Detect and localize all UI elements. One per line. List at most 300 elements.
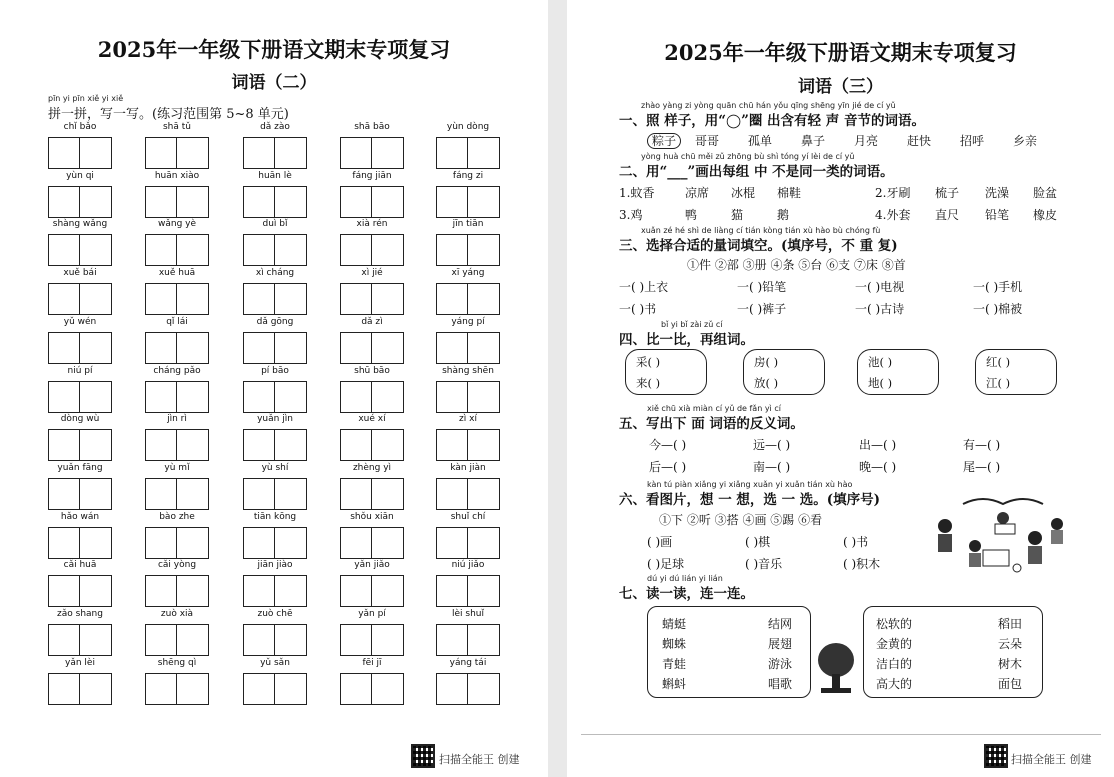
- pinyin-cell: [436, 512, 500, 559]
- right-subtitle: 词语（三）: [798, 77, 883, 97]
- s3-blank: 一( )棉被: [973, 302, 1023, 316]
- pinyin-label: yuǎn fāng: [57, 463, 103, 473]
- writing-box[interactable]: [80, 575, 112, 607]
- pinyin-cell: [436, 463, 500, 510]
- s5-blank: 南—( ): [753, 460, 791, 474]
- pinyin-label: zuò chē: [257, 609, 293, 619]
- writing-box[interactable]: [243, 527, 275, 559]
- writing-box[interactable]: [340, 381, 372, 413]
- left-instruction-pinyin: pīn yi pīn xiě yi xiě: [48, 94, 124, 103]
- pinyin-cell: [243, 512, 307, 559]
- pinyin-label: yùn dòng: [446, 122, 490, 132]
- s6-blank: ( )积木: [843, 557, 881, 571]
- writing-box[interactable]: [468, 575, 500, 607]
- writing-box[interactable]: [177, 478, 209, 510]
- s6-blank: ( )音乐: [745, 557, 783, 571]
- pinyin-cell: [340, 171, 404, 218]
- writing-box[interactable]: [275, 478, 307, 510]
- pinyin-label: jiān jiào: [257, 560, 293, 570]
- s3-options: ①件 ②部 ③册 ④条 ⑤台 ⑥支 ⑦床 ⑧首: [687, 258, 906, 272]
- pinyin-cell: [145, 268, 209, 315]
- s3-blank: 一( )古诗: [855, 302, 905, 316]
- writing-box[interactable]: [177, 332, 209, 364]
- s3-blank: 一( )书: [619, 302, 657, 316]
- section-4-heading: 四、比一比，再组词。: [619, 332, 754, 348]
- s7-item: 结网: [768, 617, 793, 631]
- pinyin-cell: [145, 317, 209, 364]
- pinyin-cell: [145, 171, 209, 218]
- qr-code-icon: [984, 744, 1008, 768]
- pinyin-cell: [145, 560, 209, 607]
- writing-box[interactable]: [340, 575, 372, 607]
- pinyin-cell: [340, 463, 404, 510]
- writing-box[interactable]: [340, 673, 372, 705]
- writing-box[interactable]: [275, 283, 307, 315]
- s6-blank: ( )画: [647, 535, 673, 549]
- pinyin-label: jìn rì: [167, 414, 187, 424]
- writing-box[interactable]: [372, 575, 404, 607]
- writing-box[interactable]: [243, 381, 275, 413]
- writing-box[interactable]: [145, 673, 177, 705]
- pinyin-label: shū bāo: [354, 366, 390, 376]
- writing-box[interactable]: [243, 234, 275, 266]
- s7-item: 面包: [998, 677, 1023, 691]
- writing-box[interactable]: [48, 673, 80, 705]
- pinyin-cell: [340, 560, 404, 607]
- pinyin-cell: [436, 219, 500, 266]
- s4-pair-box: [743, 349, 825, 395]
- pinyin-label: huān lè: [258, 171, 292, 181]
- pinyin-cell: [436, 560, 500, 607]
- writing-box[interactable]: [48, 478, 80, 510]
- pinyin-label: huān xiào: [154, 171, 200, 181]
- writing-box[interactable]: [275, 186, 307, 218]
- s5-blank: 晚—( ): [859, 460, 897, 474]
- writing-box[interactable]: [80, 478, 112, 510]
- writing-box[interactable]: [436, 234, 468, 266]
- writing-box[interactable]: [372, 624, 404, 656]
- pinyin-label: dǎ zì: [361, 317, 383, 327]
- writing-box[interactable]: [177, 381, 209, 413]
- s5-pinyin: xiě chū xià miàn cí yǔ de fǎn yì cí: [647, 404, 781, 413]
- writing-box[interactable]: [436, 575, 468, 607]
- pinyin-label: shàng shēn: [442, 366, 494, 376]
- pinyin-label: bào zhe: [159, 512, 195, 522]
- pinyin-label: xī yáng: [451, 268, 485, 278]
- pinyin-cell: [340, 317, 404, 364]
- writing-box[interactable]: [48, 234, 80, 266]
- pinyin-label: cǎi yòng: [157, 560, 197, 570]
- writing-box[interactable]: [436, 332, 468, 364]
- pinyin-cell: [436, 317, 500, 364]
- writing-box[interactable]: [145, 478, 177, 510]
- pinyin-cell: [48, 414, 112, 461]
- s4-pair-box: [975, 349, 1057, 395]
- s2-item: 鹅: [777, 208, 790, 222]
- s2-item: 2.牙刷: [875, 186, 911, 200]
- s3-blank: 一( )手机: [973, 280, 1023, 294]
- pinyin-label: fēi jī: [362, 658, 382, 668]
- s7-item: 展翅: [768, 637, 793, 651]
- pinyin-label: niú pí: [67, 366, 93, 376]
- s7-left-match-box: [647, 606, 811, 698]
- writing-box[interactable]: [177, 673, 209, 705]
- writing-box[interactable]: [275, 381, 307, 413]
- writing-box[interactable]: [80, 137, 112, 169]
- pinyin-cell: [145, 463, 209, 510]
- writing-box[interactable]: [48, 381, 80, 413]
- s2-pinyin: yòng huà chū měi zǔ zhōng bù shì tóng yí lèi de cí yǔ: [641, 152, 855, 161]
- writing-box[interactable]: [275, 234, 307, 266]
- s7-item: 蜻蜓: [662, 617, 687, 631]
- writing-box[interactable]: [48, 332, 80, 364]
- pinyin-cell: [48, 317, 112, 364]
- pinyin-label: wǎng yè: [157, 219, 197, 229]
- writing-box[interactable]: [145, 527, 177, 559]
- writing-box[interactable]: [468, 234, 500, 266]
- writing-box[interactable]: [177, 527, 209, 559]
- left-subtitle: 词语（二）: [231, 73, 317, 93]
- writing-box[interactable]: [275, 575, 307, 607]
- writing-box[interactable]: [243, 429, 275, 461]
- writing-box[interactable]: [48, 186, 80, 218]
- writing-box[interactable]: [436, 283, 468, 315]
- left-page: [0, 0, 548, 777]
- pinyin-label: pí bāo: [261, 366, 289, 376]
- writing-box[interactable]: [48, 575, 80, 607]
- pinyin-label: duì bǐ: [262, 219, 288, 229]
- pinyin-label: xué xí: [358, 414, 386, 424]
- writing-box[interactable]: [372, 478, 404, 510]
- pinyin-label: dǎ zào: [260, 122, 290, 132]
- pinyin-cell: [48, 268, 112, 315]
- s1-word: 赶快: [907, 134, 932, 148]
- right-title: 2025年一年级下册语文期末专项复习: [664, 40, 1017, 65]
- s4-item: 池( ): [868, 355, 893, 369]
- s6-blank: ( )足球: [647, 557, 685, 571]
- pinyin-cell: [340, 609, 404, 656]
- pinyin-cell: [243, 463, 307, 510]
- pinyin-cell: [243, 219, 307, 266]
- s5-blank: 有—( ): [963, 438, 1001, 452]
- left-footer: 扫描全能王 创建: [439, 753, 520, 766]
- pinyin-label: zhèng yì: [352, 463, 392, 473]
- pinyin-label: shēng qì: [157, 658, 197, 668]
- s3-pinyin: xuǎn zé hé shì de liàng cí tián kòng tián xù hào bù chóng fù: [641, 226, 881, 235]
- writing-box[interactable]: [145, 186, 177, 218]
- pinyin-cell: [436, 609, 500, 656]
- s7-right-match-box: [863, 606, 1043, 698]
- writing-box[interactable]: [468, 527, 500, 559]
- writing-box[interactable]: [468, 673, 500, 705]
- writing-box[interactable]: [80, 332, 112, 364]
- s6-options: ①下 ②听 ③搭 ④画 ⑤踢 ⑥看: [659, 513, 823, 527]
- pinyin-label: xuě bái: [63, 268, 97, 278]
- pinyin-cell: [340, 658, 404, 705]
- s2-item: 棉鞋: [777, 186, 802, 200]
- writing-box[interactable]: [275, 332, 307, 364]
- s7-item: 游泳: [768, 657, 793, 671]
- s2-item: 洗澡: [985, 186, 1010, 200]
- writing-box[interactable]: [372, 186, 404, 218]
- pinyin-label: zì xí: [459, 414, 477, 424]
- pinyin-label: yù shí: [261, 463, 289, 473]
- writing-box[interactable]: [177, 137, 209, 169]
- pinyin-cell: [436, 122, 500, 169]
- s4-item: 放( ): [754, 376, 779, 390]
- s2-item: 3.鸡: [619, 208, 643, 222]
- writing-box[interactable]: [80, 527, 112, 559]
- writing-box[interactable]: [80, 283, 112, 315]
- writing-box[interactable]: [48, 429, 80, 461]
- s7-item: 唱歌: [768, 677, 793, 691]
- s7-item: 蝌蚪: [662, 677, 687, 691]
- writing-box[interactable]: [372, 234, 404, 266]
- writing-box[interactable]: [48, 624, 80, 656]
- s7-item: 树木: [998, 657, 1023, 671]
- writing-box[interactable]: [48, 137, 80, 169]
- writing-box[interactable]: [177, 429, 209, 461]
- pinyin-label: yáng pí: [451, 317, 485, 327]
- writing-box[interactable]: [275, 624, 307, 656]
- writing-box[interactable]: [436, 673, 468, 705]
- children-playing-illustration: [923, 488, 1073, 578]
- writing-box[interactable]: [468, 381, 500, 413]
- s2-item: 橡皮: [1033, 208, 1058, 222]
- pinyin-cell: [48, 463, 112, 510]
- s6-pinyin: kàn tú piàn xiǎng yi xiǎng xuǎn yi xuǎn tián xù hào: [647, 480, 853, 489]
- writing-box[interactable]: [48, 283, 80, 315]
- s7-item: 金黄的: [876, 637, 913, 651]
- pinyin-cell: [145, 512, 209, 559]
- writing-box[interactable]: [80, 186, 112, 218]
- s1-word: 鼻子: [801, 134, 826, 148]
- pinyin-cell: [243, 268, 307, 315]
- writing-box[interactable]: [275, 527, 307, 559]
- pinyin-label: xì jié: [361, 268, 383, 278]
- writing-box[interactable]: [243, 575, 275, 607]
- s3-blank: 一( )铅笔: [737, 280, 787, 294]
- writing-box[interactable]: [275, 429, 307, 461]
- s7-item: 洁白的: [876, 657, 913, 671]
- right-page: [567, 0, 1114, 777]
- s1-word: [647, 132, 681, 149]
- s5-blank: 远—( ): [753, 438, 791, 452]
- s7-pinyin: dú yi dú lián yi lián: [647, 574, 723, 583]
- writing-box[interactable]: [80, 234, 112, 266]
- writing-box[interactable]: [436, 624, 468, 656]
- writing-box[interactable]: [468, 429, 500, 461]
- pinyin-label: shàng wǎng: [52, 219, 108, 229]
- s1-word: 孤单: [748, 134, 773, 148]
- writing-box[interactable]: [340, 429, 372, 461]
- writing-box[interactable]: [372, 381, 404, 413]
- writing-box[interactable]: [372, 429, 404, 461]
- s2-item: 凉席: [685, 186, 710, 200]
- s7-item: 蜘蛛: [662, 637, 687, 651]
- writing-box[interactable]: [145, 381, 177, 413]
- writing-box[interactable]: [468, 478, 500, 510]
- writing-box[interactable]: [80, 381, 112, 413]
- writing-box[interactable]: [177, 186, 209, 218]
- pinyin-label: dòng wù: [60, 414, 100, 424]
- pinyin-label: dǎ gōng: [256, 317, 294, 327]
- writing-box[interactable]: [372, 527, 404, 559]
- s3-blank: 一( )电视: [855, 280, 905, 294]
- writing-box[interactable]: [436, 429, 468, 461]
- writing-box[interactable]: [468, 624, 500, 656]
- s5-blank: 出—( ): [859, 438, 897, 452]
- s5-blank: 尾—( ): [963, 460, 1001, 474]
- s4-item: 红( ): [986, 355, 1011, 369]
- pinyin-cell: [340, 268, 404, 315]
- writing-box[interactable]: [340, 234, 372, 266]
- writing-box[interactable]: [340, 527, 372, 559]
- pinyin-cell: [48, 122, 112, 169]
- s1-word: 乡亲: [1013, 134, 1038, 148]
- circled-example: 粽子: [647, 133, 681, 149]
- writing-box[interactable]: [340, 624, 372, 656]
- pinyin-cell: [145, 122, 209, 169]
- pinyin-cell: [243, 560, 307, 607]
- pinyin-cell: [340, 366, 404, 413]
- s3-blank: 一( )裤子: [737, 302, 787, 316]
- writing-box[interactable]: [145, 575, 177, 607]
- writing-box[interactable]: [80, 673, 112, 705]
- writing-box[interactable]: [177, 575, 209, 607]
- writing-box[interactable]: [436, 137, 468, 169]
- pinyin-cell: [243, 414, 307, 461]
- s4-pinyin: bǐ yi bǐ zài zǔ cí: [661, 320, 723, 329]
- s6-blank: ( )棋: [745, 535, 771, 549]
- s7-item: 高大的: [876, 677, 913, 691]
- writing-box[interactable]: [468, 137, 500, 169]
- writing-box[interactable]: [243, 137, 275, 169]
- writing-box[interactable]: [468, 283, 500, 315]
- writing-box[interactable]: [177, 624, 209, 656]
- s6-blank: ( )书: [843, 535, 869, 549]
- writing-box[interactable]: [243, 332, 275, 364]
- writing-box[interactable]: [340, 478, 372, 510]
- s4-item: 地( ): [868, 376, 893, 390]
- writing-box[interactable]: [340, 332, 372, 364]
- writing-box[interactable]: [145, 234, 177, 266]
- writing-box[interactable]: [80, 429, 112, 461]
- writing-box[interactable]: [468, 186, 500, 218]
- s1-word: 哥哥: [695, 134, 720, 148]
- writing-box[interactable]: [372, 283, 404, 315]
- pinyin-label: cháng pǎo: [153, 366, 201, 376]
- writing-box[interactable]: [145, 429, 177, 461]
- s2-item: 鸭: [685, 208, 698, 222]
- s2-item: 猫: [731, 208, 744, 222]
- s4-item: 采( ): [636, 355, 661, 369]
- pinyin-cell: [48, 658, 112, 705]
- section-3-heading: 三、选择合适的量词填空。(填序号，不 重 复): [619, 238, 898, 254]
- writing-box[interactable]: [177, 283, 209, 315]
- pinyin-label: shā tǔ: [162, 122, 191, 132]
- page-divider: [581, 734, 1101, 735]
- s2-item: 直尺: [935, 208, 960, 222]
- writing-box[interactable]: [340, 186, 372, 218]
- pinyin-cell: [436, 171, 500, 218]
- writing-box[interactable]: [436, 478, 468, 510]
- s2-item: 脸盆: [1033, 186, 1058, 200]
- pinyin-label: fáng jiān: [352, 171, 392, 181]
- pinyin-label: kàn jiàn: [450, 463, 486, 473]
- pinyin-label: yǎn lèi: [65, 658, 95, 668]
- writing-box[interactable]: [275, 137, 307, 169]
- s7-item: 云朵: [998, 637, 1023, 651]
- writing-box[interactable]: [145, 332, 177, 364]
- writing-box[interactable]: [145, 283, 177, 315]
- pinyin-cell: [145, 414, 209, 461]
- pinyin-label: chǐ bǎo: [63, 122, 97, 132]
- writing-box[interactable]: [275, 673, 307, 705]
- pinyin-label: zǎo shang: [57, 609, 103, 619]
- writing-box[interactable]: [436, 381, 468, 413]
- writing-box[interactable]: [243, 673, 275, 705]
- pinyin-label: xì cháng: [255, 268, 295, 278]
- writing-box[interactable]: [340, 283, 372, 315]
- writing-box[interactable]: [243, 283, 275, 315]
- s2-item: 4.外套: [875, 208, 911, 222]
- pinyin-cell: [48, 512, 112, 559]
- writing-box[interactable]: [436, 186, 468, 218]
- pinyin-cell: [243, 317, 307, 364]
- s2-item: 冰棍: [731, 186, 756, 200]
- writing-box[interactable]: [145, 137, 177, 169]
- pinyin-cell: [145, 609, 209, 656]
- section-6-heading: 六、看图片，想 一 想，选 一 选。(填序号): [619, 492, 881, 508]
- writing-box[interactable]: [177, 234, 209, 266]
- left-title: 2025年一年级下册语文期末专项复习: [97, 37, 451, 62]
- writing-box[interactable]: [436, 527, 468, 559]
- writing-box[interactable]: [48, 527, 80, 559]
- pinyin-cell: [48, 171, 112, 218]
- pinyin-cell: [243, 171, 307, 218]
- pinyin-label: shuǐ chí: [450, 512, 486, 522]
- writing-box[interactable]: [243, 478, 275, 510]
- s7-item: 青蛙: [662, 657, 687, 671]
- pinyin-label: yǔ wén: [63, 317, 97, 327]
- s5-blank: 今—( ): [649, 438, 687, 452]
- tree-icon: [815, 640, 857, 696]
- writing-box[interactable]: [372, 673, 404, 705]
- right-footer: 扫描全能王 创建: [1011, 753, 1092, 766]
- writing-box[interactable]: [372, 332, 404, 364]
- writing-box[interactable]: [468, 332, 500, 364]
- pinyin-cell: [48, 609, 112, 656]
- writing-box[interactable]: [80, 624, 112, 656]
- pinyin-cell: [48, 560, 112, 607]
- writing-box[interactable]: [243, 624, 275, 656]
- s4-item: 房( ): [754, 355, 779, 369]
- writing-box[interactable]: [243, 186, 275, 218]
- pinyin-cell: [145, 366, 209, 413]
- s1-word: 月亮: [854, 134, 879, 148]
- s4-pair-box: [857, 349, 939, 395]
- writing-box[interactable]: [145, 624, 177, 656]
- pinyin-cell: [145, 658, 209, 705]
- pinyin-label: shā bāo: [354, 122, 390, 132]
- pinyin-cell: [436, 268, 500, 315]
- writing-box[interactable]: [340, 137, 372, 169]
- pinyin-label: yǎn jiǎo: [354, 560, 390, 570]
- writing-box[interactable]: [372, 137, 404, 169]
- s1-word: 招呼: [960, 134, 985, 148]
- pinyin-label: qǐ lái: [166, 317, 188, 327]
